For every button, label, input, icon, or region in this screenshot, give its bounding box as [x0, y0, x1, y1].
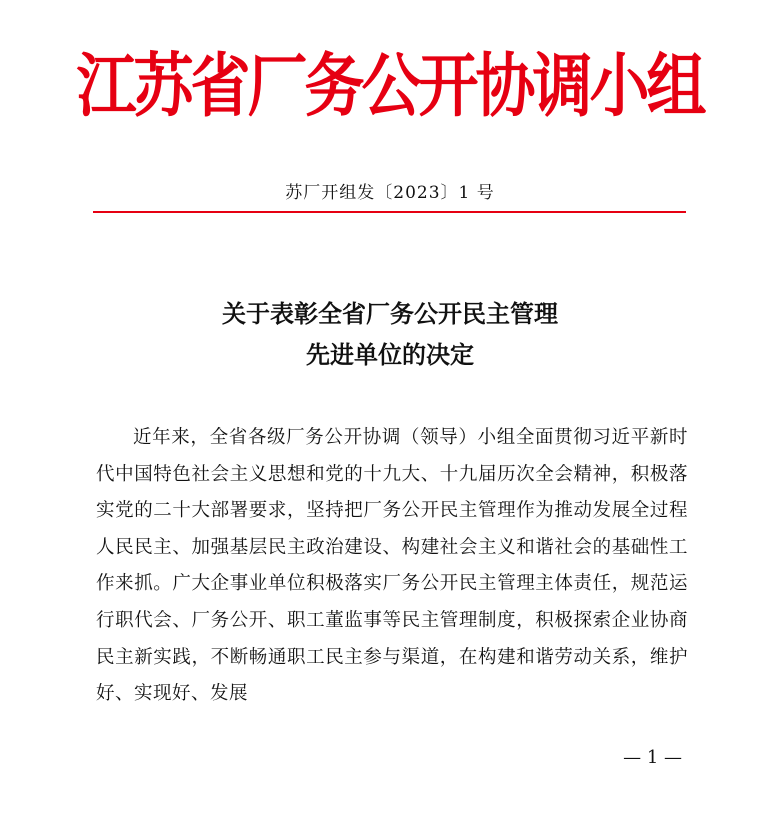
page-number: — 1 —	[623, 747, 682, 768]
document-title-line-1: 关于表彰全省厂务公开民主管理	[222, 300, 558, 328]
document-title-line-2: 先进单位的决定	[306, 341, 474, 369]
body-paragraph: 近年来，全省各级厂务公开协调（领导）小组全面贯彻习近平新时代中国特色社会主义思想和党的十九大、十九届历次全会精神，积极落实党的二十大部署要求，坚持把厂务公开民主管理作为推动发展全过程人民民主、加强基层民主政治建设、构建社会主义和谐社会的基础性工作来抓。广大企事业单位积极落实厂务公开民主管理主体责任，规范运行职代会、厂务公开、职工董监事等民主管理制度，积极探索企业协商民主新实践，不断畅通职工民主参与渠道，在构建和谐劳动关系，维护好、实现好、发展	[96, 427, 688, 705]
document-number: 苏厂开组发〔2023〕1 号	[285, 183, 495, 203]
red-divider-line	[93, 211, 686, 213]
organization-masthead: 江苏省厂务公开协调小组	[76, 46, 704, 127]
